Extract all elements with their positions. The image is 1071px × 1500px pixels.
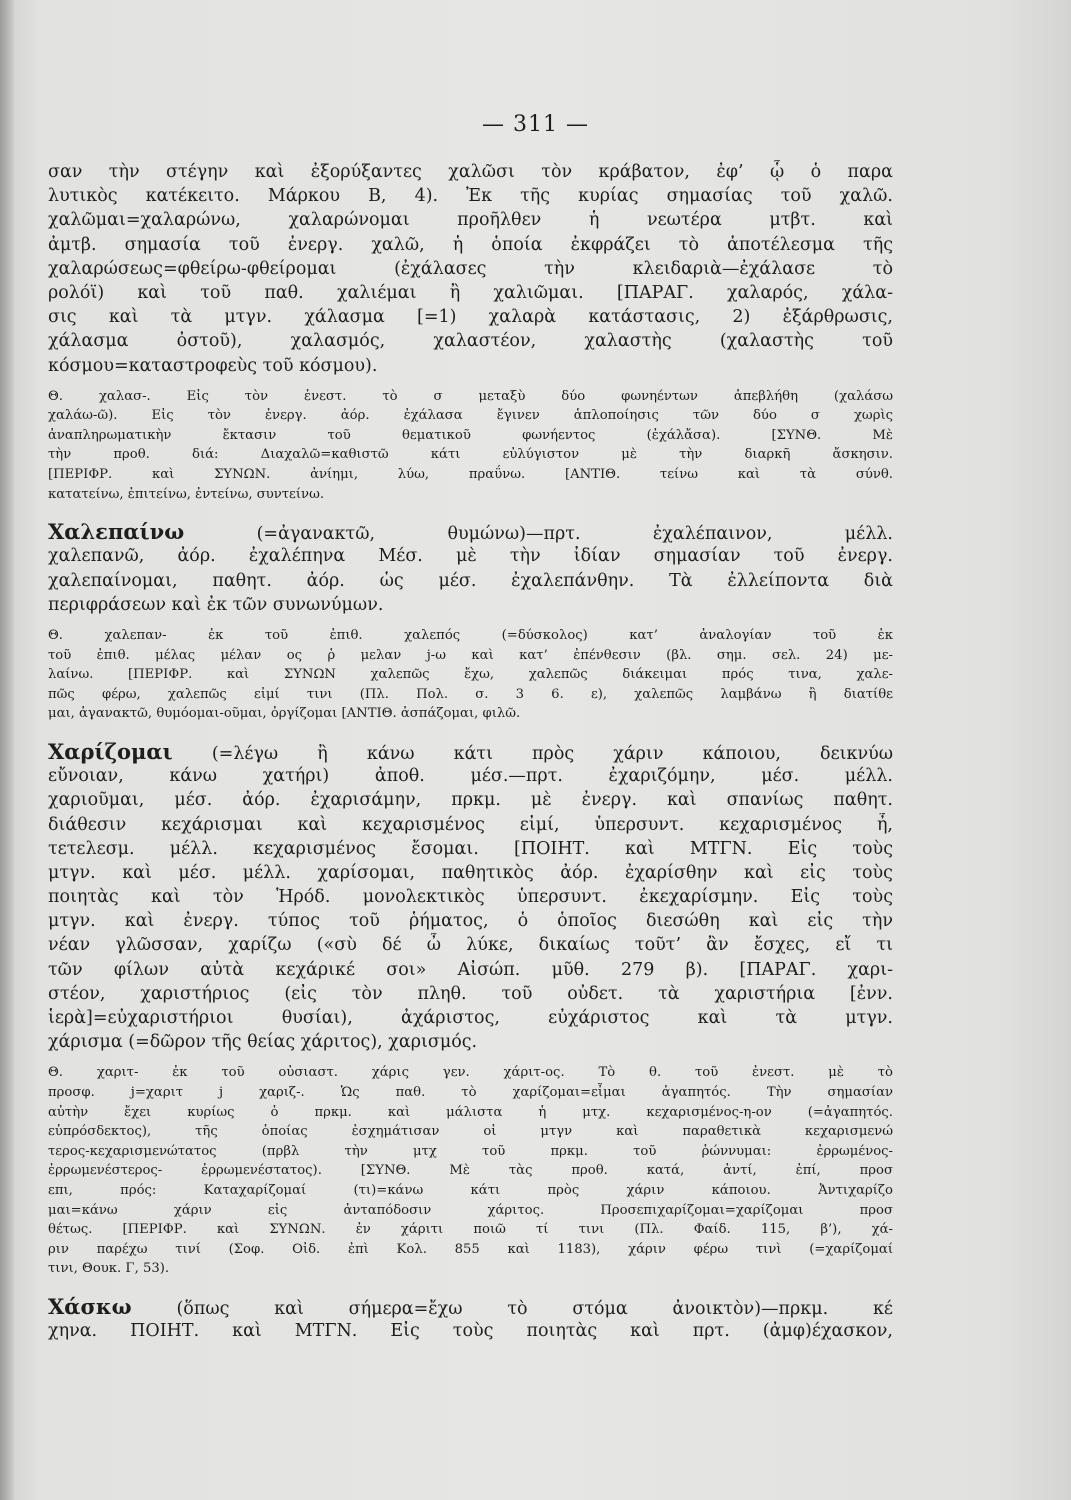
entry-note [48, 1063, 893, 1279]
entry-chalepaino [48, 520, 893, 724]
text-line: ἀμτβ. σημασία τοῦ ἐνεργ. χαλῶ, ἡ ὁποία ἐκφράζει τὸ ἀποτέλεσμα τῆς [48, 234, 893, 255]
text-line: χαλεπανῶ, ἀόρ. ἐχαλέπηνα Μέσ. μὲ τὴν ἰδίαν σημασίαν τοῦ ἐνεργ. [48, 546, 893, 567]
text-line: τετελεσμ. μέλλ. κεχαρισμένος ἔσομαι. [ΠΟΙΗΤ. καὶ ΜΤΓΝ. Εἰς τοὺς [48, 838, 893, 859]
text-line: χάλασμα ὀστοῦ), χαλασμός, χαλαστέον, χαλαστὴς (χαλαστὴς τοῦ [48, 331, 893, 352]
note-line: μαι=κάνω χάριν εἰς ἀνταπόδοσιν χάριτος. Προσεπιχαρίζομαι=χαρίζομαι προσ [48, 1202, 893, 1218]
note-line: αὐτὴν ἔχει κυρίως ὁ πρκμ. καὶ μάλιστα ἡ μτχ. κεχαρισμένος-η-ον (=ἀγαπητός. [48, 1104, 893, 1120]
text-line: ἱερὰ]=εὐχαριστήριοι θυσίαι), ἀχάριστος, εὐχάριστος καὶ τὰ μτγν. [48, 1008, 893, 1029]
note-line: θέτως. [ΠΕΡΙΦΡ. καὶ ΣΥΝΩΝ. ἐν χάριτι ποιῶ τί τινι (Πλ. Φαίδ. 115, β’), χά- [48, 1222, 893, 1238]
text-line: μτγν. καὶ ἐνεργ. τύπος τοῦ ῥήματος, ὁ ὁποῖος διεσώθη καὶ εἰς τὴν [48, 911, 893, 932]
text-line: περιφράσεων καὶ ἐκ τῶν συνωνύμων. [48, 594, 384, 615]
text-line: χάρισμα (=δῶρον τῆς θείας χάριτος), χαρισμός. [48, 1032, 478, 1053]
text-line: ρολόϊ) καὶ τοῦ παθ. χαλιέμαι ἢ χαλιῶμαι. [ΠΑΡΑΓ. χαλαρός, χάλα- [48, 282, 893, 303]
note-line: πῶς φέρω, χαλεπῶς εἰμί τινι (Πλ. Πολ. σ. 3 6. ε), χαλεπῶς λαμβάνω ἢ διατίθε [48, 686, 893, 702]
note-line: λαίνω. [ΠΕΡΙΦΡ. καὶ ΣΥΝΩΝ χαλεπῶς ἔχω, χαλεπῶς διάκειμαι πρός τινα, χαλε- [48, 667, 893, 683]
note-line: εὐπρόσδεκτος), τῆς ὁποίας ἐσχημάτισαν οἱ μτγν καὶ παραθετικὰ κεχαρισμενώ [48, 1124, 893, 1140]
entry-chasko [48, 1295, 893, 1343]
entry-charizomai [48, 740, 893, 1279]
entry-body [48, 1295, 893, 1343]
headword: Χαρίζομαι [48, 739, 173, 764]
note-line: Θ. χαλεπαν- ἐκ τοῦ ἐπιθ. χαλεπός (=δύσκολος) κατ’ ἀναλογίαν τοῦ ἐκ [48, 628, 893, 643]
note-line: ἐρρωμενέστερος- ἐρρωμενέστατος). [ΣΥΝΘ. Μὲ τὰς προθ. κατά, ἀντί, ἐπί, προσ [48, 1163, 893, 1179]
text-line: χηνα. ΠΟΙΗΤ. καὶ ΜΤΓΝ. Εἰς τοὺς ποιητὰς καὶ πρτ. (ἀμφ)έχασκον, [48, 1321, 893, 1342]
text-line: λυτικὸς κατέκειτο. Μάρκου Β, 4). Ἐκ τῆς κυρίας σημασίας τοῦ χαλῶ. [48, 186, 893, 207]
text-line: χαριοῦμαι, μέσ. ἀόρ. ἐχαρισάμην, πρκμ. μὲ ἐνεργ. καὶ σπανίως παθητ. [48, 790, 893, 811]
note-line: ριν παρέχω τινί (Σοφ. Οἰδ. ἐπὶ Κολ. 855 καὶ 1183), χάριν φέρω τινὶ (=χαρίζομαί [48, 1241, 893, 1257]
note-line: επι, πρός: Καταχαρίζομαί (τι)=κάνω κάτι πρὸς χάριν κάποιου. Ἀντιχαρίζο [48, 1182, 893, 1198]
text-line: διάθεσιν κεχάρισμαι καὶ κεχαρισμένος εἰμί, ὑπερσυντ. κεχαρισμένος ἦ, [48, 814, 893, 835]
text-line: εὔνοιαν, κάνω χατήρι) ἀποθ. μέσ.—πρτ. ἐχαριζόμην, μέσ. μέλλ. [48, 766, 893, 787]
text-line: χαλεπαίνομαι, παθητ. ἀόρ. ὡς μέσ. ἐχαλεπάνθην. Τὰ ἐλλείποντα διὰ [48, 570, 893, 591]
text-line: νέαν γλῶσσαν, χαρίζω («σὺ δέ ὦ λύκε, δικαίως τοῦτ’ ἂν ἔσχες, εἴ τι [48, 935, 893, 956]
note-line: τινι, Θουκ. Γ, 53). [48, 1261, 170, 1277]
page-number: — 311 — [482, 112, 589, 137]
text-line: Χαρίζομαι (=λέγω ἢ κάνω κάτι πρὸς χάριν κάποιου, δεικνύω [48, 739, 893, 764]
text-line: σαν τὴν στέγην καὶ ἐξορύξαντες χαλῶσι τὸν κράβατον, ἐφ’ ᾧ ὁ παρα [48, 162, 893, 182]
note-line: μαι, ἀγανακτῶ, θυμόομαι-οῦμαι, ὀργίζομαι [ΑΝΤΙΘ. ἀσπάζομαι, φιλῶ. [48, 706, 521, 722]
headword: Χάσκω [48, 1294, 132, 1319]
entry-body [48, 740, 893, 1054]
entry-continuation [48, 160, 893, 504]
entry-note [48, 626, 893, 724]
note-line: ἀναπληρωματικὴν ἔκτασιν τοῦ θεματικοῦ φωνήεντος (ἐχάλἄσα). [ΣΥΝΘ. Μὲ [48, 427, 893, 443]
text-line: κόσμου=καταστροφεὺς τοῦ κόσμου). [48, 355, 378, 376]
text-line: Χαλεπαίνω (=ἀγανακτῶ, θυμώνω)—πρτ. ἐχαλέπαινον, μέλλ. [48, 520, 893, 545]
note-line: χαλάω-ῶ). Εἰς τὸν ἐνεργ. ἀόρ. ἐχάλασα ἔγινεν ἁπλοποίησις τῶν δύο σ χωρὶς [48, 408, 893, 424]
headword: Χαλεπαίνω [48, 520, 185, 545]
note-line: κατατείνω, ἐπιτείνω, ἐντείνω, συντείνω. [48, 486, 325, 502]
entry-body [48, 520, 893, 617]
note-line: προσφ. j=χαριτ j χαριζ-. Ὡς παθ. τὸ χαρίζομαι=εἶμαι ἀγαπητός. Τὴν σημασίαν [48, 1085, 893, 1100]
note-line: Θ. χαλασ-. Εἰς τὸν ἐνεστ. τὸ σ μεταξὺ δύο φωνηέντων ἀπεβλήθη (χαλάσω [48, 388, 893, 404]
note-line: τὴν προθ. διά: Διαχαλῶ=καθιστῶ κάτι εὐλύγιστον μὲ τὴν διαρκῆ ἄσκησιν. [48, 447, 893, 463]
dictionary-content [48, 160, 893, 1343]
text-line: χαλῶμαι=χαλαρώνω, χαλαρώνομαι προῆλθεν ἡ νεωτέρα μτβτ. καὶ [48, 210, 893, 231]
entry-note [48, 387, 893, 505]
note-line: τερος-κεχαρισμενώτατος (πρβλ τὴν μτχ τοῦ πρκμ. τοῦ ῥώννυμαι: ἐρρωμένος- [48, 1143, 893, 1159]
note-line: [ΠΕΡΙΦΡ. καὶ ΣΥΝΩΝ. ἀνίημι, λύω, πραΰνω. [ΑΝΤΙΘ. τείνω καὶ τὰ σύνθ. [48, 467, 893, 483]
text-line: Χάσκω (ὅπως καὶ σήμερα=ἔχω τὸ στόμα ἀνοικτὸν)—πρκμ. κέ [48, 1294, 893, 1319]
text-line: τῶν φίλων αὐτὰ κεχάρικέ σοι» Αἰσώπ. μῦθ. 279 β). [ΠΑΡΑΓ. χαρι- [48, 959, 893, 980]
text-line: μτγν. καὶ μέσ. μέλλ. χαρίσομαι, παθητικὸς ἀόρ. ἐχαρίσθην καὶ εἰς τοὺς [48, 862, 893, 883]
text-line: στέον, χαριστήριος (εἰς τὸν πληθ. τοῦ οὐδετ. τὰ χαριστήρια [ἐνν. [48, 983, 893, 1004]
page-spine-shadow [0, 0, 14, 1500]
text-line: σις καὶ τὰ μτγν. χάλασμα [=1) χαλαρὰ κατάστασις, 2) ἐξάρθρωσις, [48, 307, 893, 328]
note-line: Θ. χαριτ- ἐκ τοῦ οὐσιαστ. χάρις γεν. χάριτ-ος. Τὸ θ. τοῦ ἐνεστ. μὲ τὸ [48, 1065, 893, 1081]
text-line: χαλαρώσεως=φθείρω-φθείρομαι (ἐχάλασες τὴν κλειδαριὰ—ἐχάλασε τὸ [48, 258, 893, 279]
text-line: ποιητὰς καὶ τὸν Ἡρόδ. μονολεκτικὸς ὑπερσυντ. ἐκεχαρίσμην. Εἰς τοὺς [48, 887, 893, 908]
note-line: τοῦ ἐπιθ. μέλας μέλαν ος ῥ μελαν j-ω καὶ κατ’ ἐπένθεσιν (βλ. σημ. σελ. 24) με- [48, 647, 893, 663]
entry-body [48, 160, 893, 378]
